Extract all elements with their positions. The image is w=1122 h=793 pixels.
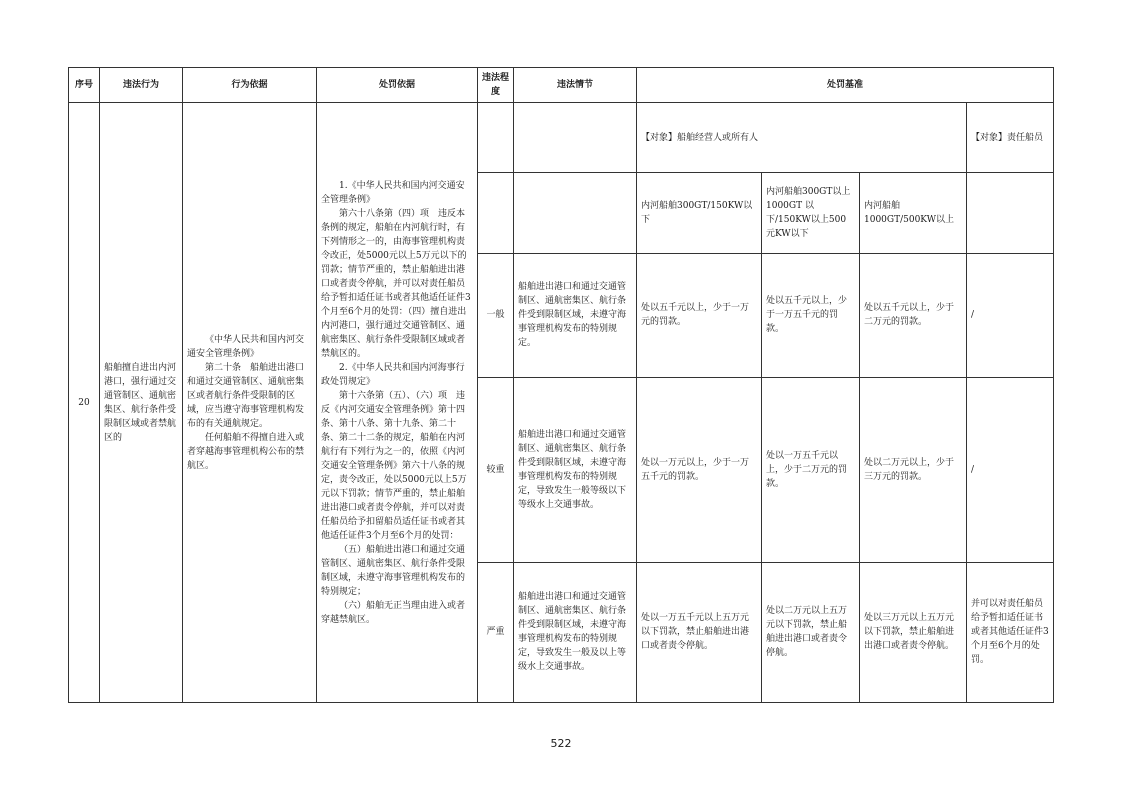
- header-standard: 处罚基准: [637, 68, 1054, 103]
- penalty-basis-item-6: （六）船舶无正当理由进入或者穿越禁航区。: [321, 600, 466, 625]
- degree-blank-1: [478, 103, 514, 173]
- tier-2-cell: 内河船舶300GT以上1000GT 以下/150KW以上500元KW以下: [762, 173, 860, 253]
- degree-severe: 严重: [478, 562, 514, 702]
- penalty-basis-item-5: （五）船舶进出港口和通过交通管制区、通航密集区、航行条件受限制区域，未遵守海事管理机构发布的特别规定；: [321, 544, 466, 597]
- penalty-basis-cell: [317, 103, 478, 703]
- header-row: [69, 68, 1054, 103]
- header-seq: 序号: [69, 68, 100, 103]
- header-penalty-basis: 处罚依据: [317, 68, 478, 103]
- penalty-severe-crew: 并可以对责任船员给予暂扣适任证书或者其他适任证件3个月至6个月的处罚。: [967, 562, 1054, 702]
- degree-general: 一般: [478, 253, 514, 377]
- circumstance-blank-2: [514, 173, 637, 253]
- act-cell: 船舶擅自进出内河港口，强行通过交通管制区、通航密集区、航行条件受限制区域或者禁航区的: [100, 103, 183, 703]
- degree-blank-2: [478, 173, 514, 253]
- penalty-severe-tier-3: 处以三万元以上五万元以下罚款，禁止船舶进出港口或者责令停航。: [860, 562, 967, 702]
- penalty-severe-tier-2: 处以二万元以上五万元以下罚款，禁止船舶进出港口或者责令停航。: [762, 562, 860, 702]
- circumstance-general: 船舶进出港口和通过交通管制区、通航密集区、航行条件受到限制区域，未遵守海事管理机构发布的特别规定。: [514, 253, 637, 377]
- circumstance-blank-1: [514, 103, 637, 173]
- page-number: 522: [550, 737, 572, 750]
- penalty-general-tier-1: 处以五千元以上，少于一万元的罚款。: [637, 253, 762, 377]
- penalty-basis-law-1: 1.《中华人民共和国内河交通安全管理条例》: [321, 180, 465, 205]
- tier-1-cell: 内河船舶300GT/150KW以下: [637, 173, 762, 253]
- tier-crew-blank: [967, 173, 1054, 253]
- target-row: [69, 103, 1054, 173]
- circumstance-serious: 船舶进出港口和通过交通管制区、通航密集区、航行条件受到限制区域，未遵守海事管理机构发布的特别规定，导致发生一般等级以下等级水上交通事故。: [514, 377, 637, 562]
- header-circumstance: 违法情节: [514, 68, 637, 103]
- target-crew-cell: 【对象】责任船员: [967, 103, 1054, 173]
- header-act: 违法行为: [100, 68, 183, 103]
- penalty-general-crew: /: [967, 253, 1054, 377]
- penalty-basis-law-2: 2.《中华人民共和国内河海事行政处罚规定》: [321, 362, 465, 387]
- header-act-basis: 行为依据: [183, 68, 317, 103]
- act-basis-title: 《中华人民共和国内河交通安全管理条例》: [187, 334, 305, 359]
- tier-3-cell: 内河船舶1000GT/500KW以上: [860, 173, 967, 253]
- act-basis-cell: [183, 103, 317, 703]
- penalty-general-tier-3: 处以五千元以上，少于二万元的罚款。: [860, 253, 967, 377]
- act-basis-prohibition: 任何船舶不得擅自进入或者穿越海事管理机构公布的禁航区。: [187, 432, 305, 471]
- act-basis-article: 第二十条 船舶进出港口和通过交通管制区、通航密集区或者航行条件受限制的区域，应当遵守海事管理机构发布的有关通航规定。: [187, 362, 305, 429]
- penalty-severe-tier-1: 处以一万五千元以上五万元以下罚款，禁止船舶进出港口或者责令停航。: [637, 562, 762, 702]
- penalty-general-tier-2: 处以五千元以上，少于一万五千元的罚款。: [762, 253, 860, 377]
- penalty-basis-article-68: 第六十八条第（四）项 违反本条例的规定，船舶在内河航行时，有下列情形之一的，由海事管理机构责令改正，处5000元以上5万元以下的罚款；情节严重的，禁止船舶进出港口或者责令停航，并可以对责任船员给予暂扣适任证书或者其他适任证件3个月至6个月的处罚：（四）擅自进出内河港口，强行通过交通管制区、通航密集区、航行条件受限制区域或者禁航区的。: [321, 208, 471, 359]
- penalty-table: [68, 67, 1054, 703]
- circumstance-severe: 船舶进出港口和通过交通管制区、通航密集区、航行条件受到限制区域，未遵守海事管理机构发布的特别规定，导致发生一般及以上等级水上交通事故。: [514, 562, 637, 702]
- penalty-serious-tier-2: 处以一万五千元以上，少于二万元的罚款。: [762, 377, 860, 562]
- seq-cell: 20: [69, 103, 100, 703]
- degree-serious: 较重: [478, 377, 514, 562]
- header-degree: 违法程度: [478, 68, 514, 103]
- penalty-serious-crew: /: [967, 377, 1054, 562]
- penalty-serious-tier-3: 处以二万元以上，少于三万元的罚款。: [860, 377, 967, 562]
- target-owner-cell: 【对象】船舶经营人或所有人: [637, 103, 967, 173]
- penalty-serious-tier-1: 处以一万元以上，少于一万五千元的罚款。: [637, 377, 762, 562]
- penalty-basis-article-16: 第十六条第（五）、（六）项 违反《内河交通安全管理条例》第十四条、第十八条、第十九条、第二十条、第二十二条的规定，船舶在内河航行有下列行为之一的，依照《内河交通安全管理条例》第六十八条的规定，责令改正，处以5000元以上5万元以下罚款；情节严重的，禁止船舶进出港口或者责令停航，并可以对责任船员给予扣留船员适任证书或者其他适任证件3个月至6个月的处罚：: [321, 390, 467, 541]
